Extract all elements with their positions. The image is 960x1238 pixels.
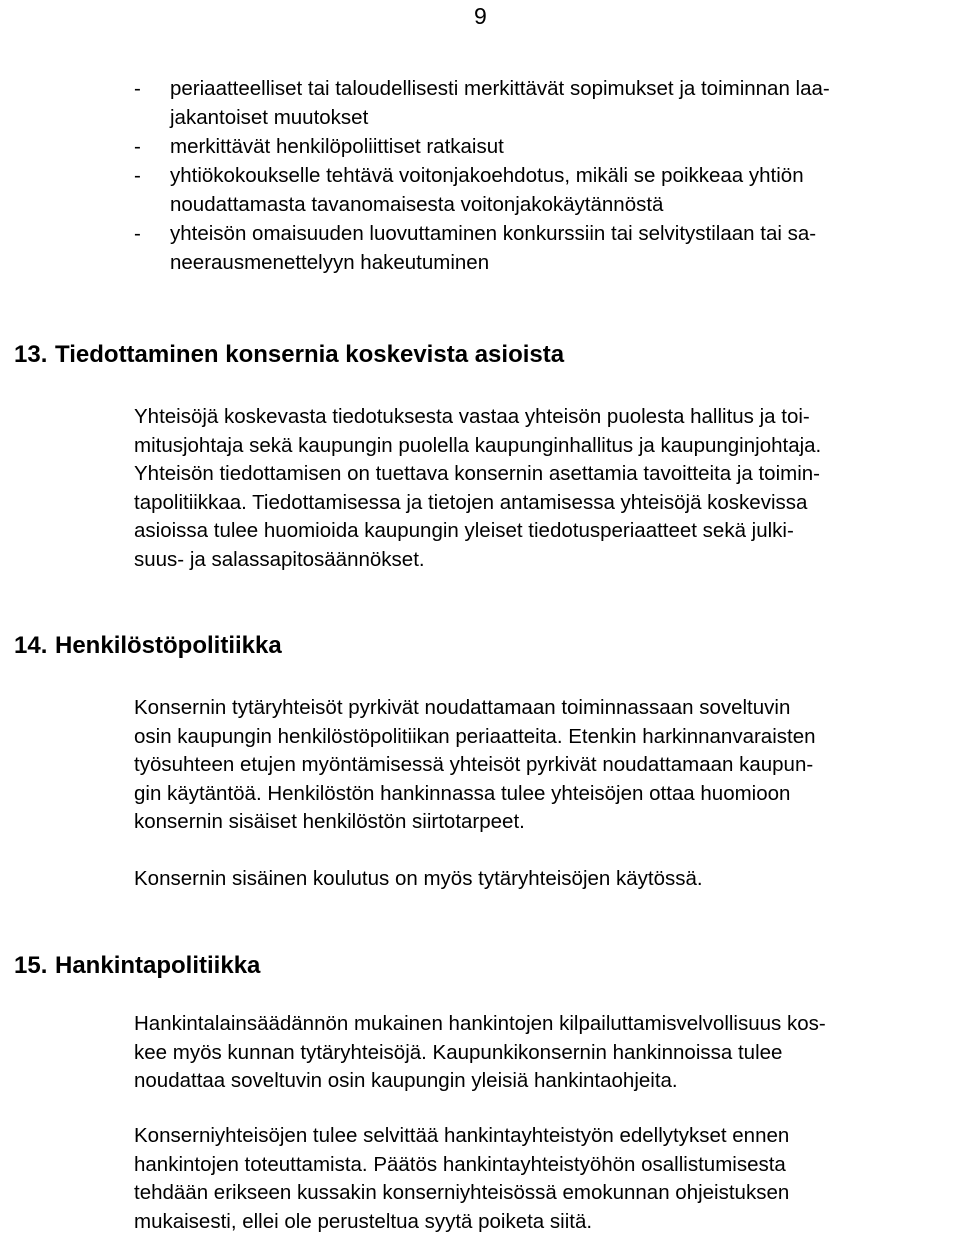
- bullet-list: [134, 74, 934, 277]
- bullet-dash: -: [134, 135, 141, 158]
- paragraph-line: suus- ja salassapitosäännökset.: [134, 547, 425, 571]
- list-item-text: yhteisön omaisuuden luovuttaminen konkurssiin tai selvitystilaan tai sa-: [170, 222, 817, 245]
- section-number: 13.: [14, 341, 48, 368]
- paragraph-line: kee myös kunnan tytäryhteisöjä. Kaupunkikonsernin hankinnoissa tulee: [134, 1040, 783, 1064]
- paragraph-line: osin kaupungin henkilöstöpolitiikan periaatteita. Etenkin harkinnanvaraisten: [134, 724, 816, 748]
- paragraph-line: asioissa tulee huomioida kaupungin yleiset tiedotusperiaatteet sekä julki-: [134, 519, 794, 542]
- section-title: Henkilöstöpolitiikka: [55, 632, 282, 659]
- bullet-dash: -: [134, 77, 141, 100]
- list-item-continuation: [134, 248, 934, 277]
- paragraph-line: noudattaa soveltuvin osin kaupungin yleisiä hankintaohjeita.: [134, 1069, 678, 1092]
- bullet-dash: -: [134, 222, 141, 245]
- list-item-continuation: [134, 103, 934, 132]
- section-paragraph: [134, 1010, 954, 1096]
- paragraph-line: mitusjohtaja sekä kaupungin puolella kaupunginhallitus ja kaupunginjohtaja.: [134, 433, 822, 457]
- list-item-text: neerausmenettelyyn hakeutuminen: [170, 251, 490, 274]
- list-item-text: periaatteelliset tai taloudellisesti merkittävät sopimukset ja toiminnan laa-: [170, 77, 830, 100]
- paragraph-line: tapolitiikkaa. Tiedottamisessa ja tietojen antamisessa yhteisöjä koskevissa: [134, 490, 808, 514]
- paragraph-line: Yhteisöjä koskevasta tiedotuksesta vastaa yhteisön puolesta hallitus ja toi-: [134, 405, 810, 428]
- section-title: Tiedottaminen konsernia koskevista asioista: [55, 341, 565, 368]
- list-item: [134, 74, 934, 103]
- paragraph-line: Konserniyhteisöjen tulee selvittää hankintayhteistyön edellytykset ennen: [134, 1124, 790, 1147]
- paragraph-line: tehdään erikseen kussakin konserniyhteisössä emokunnan ohjeistuksen: [134, 1181, 790, 1204]
- section-paragraph: [134, 403, 954, 574]
- list-item: [134, 161, 934, 190]
- paragraph-line: Konsernin sisäinen koulutus on myös tytäryhteisöjen käytössä.: [134, 867, 703, 890]
- list-item-text: noudattamasta tavanomaisesta voitonjakokäytännöstä: [170, 193, 664, 216]
- paragraph-line: hankintojen toteuttamista. Päätös hankintayhteistyöhön osallistumisesta: [134, 1152, 786, 1176]
- list-item-continuation: [134, 190, 934, 219]
- paragraph-line: konsernin sisäiset henkilöstön siirtotarpeet.: [134, 810, 525, 833]
- section-heading: [14, 631, 282, 661]
- section-heading: [14, 340, 564, 370]
- section-paragraph: [134, 865, 954, 894]
- section-paragraph: [134, 1122, 954, 1236]
- list-item: [134, 219, 934, 248]
- list-item-text: jakantoiset muutokset: [170, 106, 369, 129]
- paragraph-line: Hankintalainsäädännön mukainen hankintojen kilpailuttamisvelvollisuus kos-: [134, 1012, 826, 1035]
- section-number: 15.: [14, 952, 48, 979]
- paragraph-line: työsuhteen etujen myöntämisessä yhteisöt pyrkivät noudattamaan kaupun-: [134, 753, 814, 776]
- section-title: Hankintapolitiikka: [55, 952, 261, 979]
- list-item-text: yhtiökokoukselle tehtävä voitonjakoehdotus, mikäli se poikkeaa yhtiön: [170, 164, 804, 187]
- list-item: [134, 132, 934, 161]
- paragraph-line: gin käytäntöä. Henkilöstön hankinnassa tulee yhteisöjen ottaa huomioon: [134, 781, 791, 805]
- bullet-dash: -: [134, 164, 141, 187]
- paragraph-line: Konsernin tytäryhteisöt pyrkivät noudattamaan toiminnassaan soveltuvin: [134, 696, 791, 719]
- section-number: 14.: [14, 632, 48, 659]
- section-paragraph: [134, 694, 954, 837]
- paragraph-line: mukaisesti, ellei ole perusteltua syytä poiketa siitä.: [134, 1209, 593, 1233]
- page-number: 9: [474, 3, 487, 29]
- list-item-text: merkittävät henkilöpoliittiset ratkaisut: [170, 135, 504, 158]
- paragraph-line: Yhteisön tiedottamisen on tuettava konsernin asettamia tavoitteita ja toimin-: [134, 462, 820, 485]
- section-heading: [14, 951, 260, 981]
